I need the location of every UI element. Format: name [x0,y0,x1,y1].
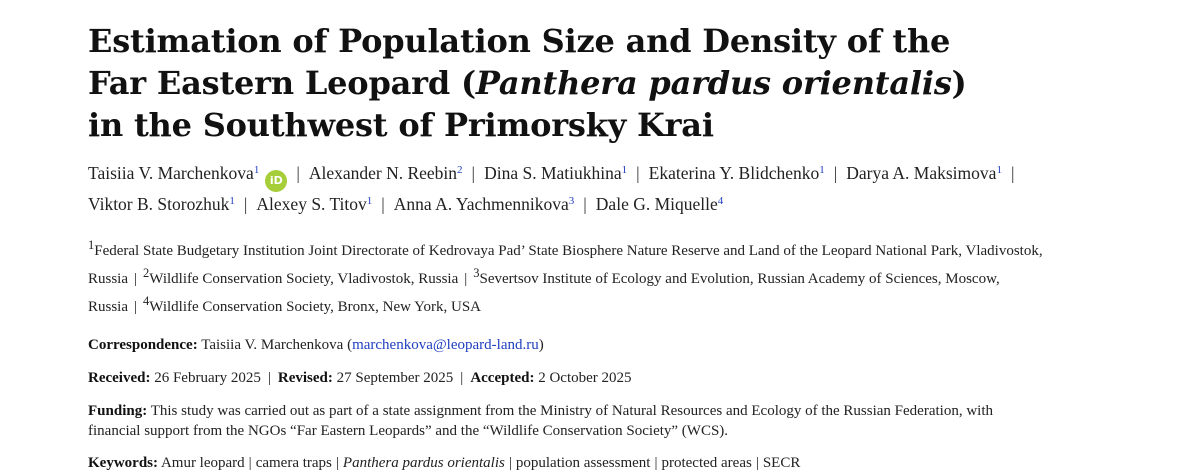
author-name[interactable]: Alexander N. Reebin [308,163,458,183]
author-affiliation-ref[interactable]: 1 [621,164,628,176]
author-name[interactable]: Dina S. Matiukhina [484,163,622,183]
affiliation-number: 4 [143,294,150,308]
article-dates [88,368,1100,388]
author-affiliation-ref[interactable]: 3 [568,195,575,207]
author-separator: | [471,163,476,183]
author[interactable] [88,194,235,214]
author-affiliation-ref[interactable]: 1 [996,164,1002,176]
author[interactable] [596,194,723,214]
keyword: population assessment [515,455,651,471]
funding-text: This study was carried out as part of a state assignment from the Ministry of Natural Resources and Ecology of the Russian Federation, with [150,403,993,419]
title-line-2-post: ) [951,64,967,102]
keyword-separator: | [654,455,658,471]
affiliation-row-1 [88,234,1100,262]
author[interactable] [394,194,574,214]
author-row-1 [88,161,1100,192]
author-name[interactable]: Darya A. Maksimova [846,163,997,183]
keyword: Amur leopard [160,455,245,471]
title-line-3: in the Southwest of Primorsky Krai [88,106,714,144]
paren-open: ( [347,337,353,353]
accepted-date: 2 October 2025 [538,370,632,386]
affiliation-number: 1 [88,238,95,252]
keyword-separator: | [248,455,252,471]
affiliation-row-3 [88,290,1100,318]
orcid-icon[interactable]: iD [265,170,287,192]
author[interactable] [649,163,825,183]
title-line-1: Estimation of Population Size and Density of the [88,22,951,60]
correspondence [88,335,1100,355]
paren-close: ) [538,337,544,353]
author-affiliation-ref[interactable]: 1 [253,164,260,176]
author-affiliation-ref[interactable]: 4 [717,195,724,207]
affiliation-text: Wildlife Conservation Society, Bronx, New York, USA [149,299,482,315]
keyword: Panthera pardus orientalis [342,455,505,471]
affiliation-text: Russia [88,271,129,287]
correspondence-email-link[interactable]: marchenkova@leopard-land.ru [352,337,539,353]
funding [88,401,1100,441]
correspondence-name: Taisiia V. Marchenkova [201,337,344,353]
article-title [88,20,1100,146]
author-affiliation-ref[interactable]: 1 [819,164,825,176]
affiliation-number: 3 [473,266,480,280]
author[interactable] [256,194,372,214]
funding-row-1 [88,401,1100,421]
keyword-separator: | [335,455,339,471]
keyword-separator: | [755,455,759,471]
author-affiliation-ref[interactable]: 1 [366,195,373,207]
author-name[interactable]: Viktor B. Storozhuk [88,194,230,214]
received-date: 26 February 2025 [154,370,261,386]
affiliation-text: Federal State Budgetary Institution Joint Directorate of Kedrovaya Pad’ State Biosphere Nature Reserve and Land of the Leopard National Park, Vladivostok, [94,243,1043,259]
correspondence-label: Correspondence: [88,337,198,353]
author-list [88,161,1100,217]
affiliation-separator: | [134,299,138,315]
author-affiliation-ref[interactable]: 1 [229,195,235,207]
article-header [88,20,1100,473]
affiliation-row-2 [88,262,1100,290]
author-separator: | [381,194,385,214]
author[interactable] [484,163,627,183]
funding-label: Funding: [88,403,148,419]
author-affiliation-ref[interactable]: 2 [457,164,463,176]
author[interactable] [309,163,463,183]
affiliations [88,234,1100,318]
affiliation-separator: | [464,271,468,287]
date-separator: | [267,370,271,386]
author-name[interactable]: Dale G. Miquelle [595,194,718,214]
keyword: camera traps [255,455,332,471]
accepted-label: Accepted: [470,370,535,386]
keyword: SECR [762,455,801,471]
author-row-2 [88,192,1100,217]
keywords [88,453,1100,473]
keywords-label: Keywords: [88,455,158,471]
title-line-2-pre: Far Eastern Leopard ( [88,64,476,102]
received-label: Received: [88,370,151,386]
author-name[interactable]: Ekaterina Y. Blidchenko [648,163,820,183]
revised-date: 27 September 2025 [336,370,454,386]
affiliation-separator: | [134,271,138,287]
affiliation-text: Severtsov Institute of Ecology and Evolution, Russian Academy of Sciences, Moscow, [479,271,1000,287]
author-separator: | [833,163,838,183]
author-name[interactable]: Taisiia V. Marchenkova [88,163,254,183]
affiliation-number: 2 [143,266,150,280]
affiliation-text: Russia [88,299,129,315]
funding-row-2: financial support from the NGOs “Far Eastern Leopards” and the “Wildlife Conservation Society” (WCS). [88,423,729,439]
author-separator: | [1010,163,1015,183]
author[interactable] [846,163,1002,183]
keyword: protected areas [661,455,752,471]
date-separator: | [460,370,464,386]
author[interactable] [88,163,259,183]
author-name[interactable]: Anna A. Yachmennikova [393,194,569,214]
author-separator: | [296,163,300,183]
author-separator: | [583,194,587,214]
title-species-name: Panthera pardus orientalis [475,64,952,102]
affiliation-text: Wildlife Conservation Society, Vladivostok, Russia [149,271,459,287]
author-separator: | [636,163,640,183]
revised-label: Revised: [277,370,333,386]
author-name[interactable]: Alexey S. Titov [256,194,367,214]
author-separator: | [243,194,248,214]
title-line-2 [88,62,1100,104]
keyword-separator: | [508,455,512,471]
